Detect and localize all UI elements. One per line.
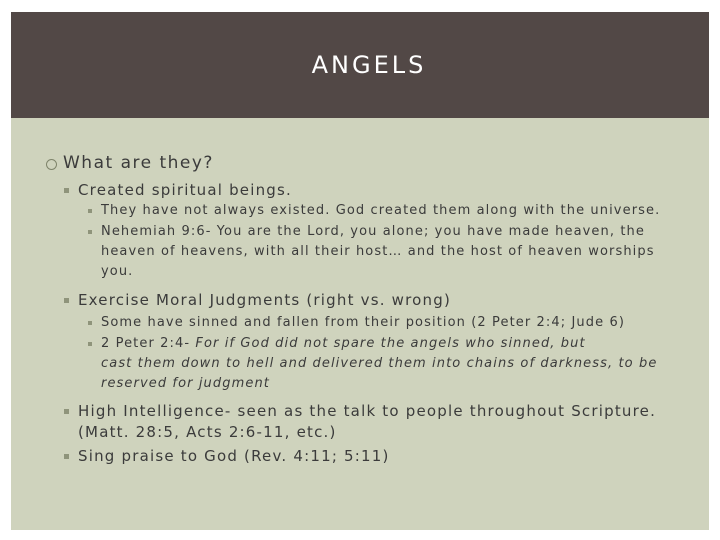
point-1-sub-2-end: you.	[101, 264, 134, 279]
square-bullet-icon	[64, 188, 69, 193]
point-1-sub-2-cont: heaven of heavens, with all their host… and the host of heaven worships	[101, 244, 655, 259]
square-bullet-icon	[64, 298, 69, 303]
circle-bullet-icon	[46, 159, 57, 170]
point-3-text-cont: (Matt. 28:5, Acts 2:6-11, etc.)	[78, 423, 337, 441]
slide	[11, 12, 709, 530]
square-bullet-icon	[88, 342, 92, 346]
square-bullet-icon	[88, 230, 92, 234]
verse-reference: 2 Peter 2:4-	[101, 336, 191, 351]
point-1-sub-2: Nehemiah 9:6- You are the Lord, you alone; you have made heaven, the	[101, 224, 645, 239]
point-2-sub-1: Some have sinned and fallen from their position (2 Peter 2:4; Jude 6)	[101, 315, 625, 330]
point-2-sub-2-end: reserved for judgment	[101, 376, 270, 391]
point-4-text: Sing praise to God (Rev. 4:11; 5:11)	[78, 447, 390, 465]
square-bullet-icon	[64, 409, 69, 414]
point-2-text: Exercise Moral Judgments (right vs. wrong)	[78, 291, 452, 309]
point-1-sub-1: They have not always existed. God created them along with the universe.	[101, 203, 661, 218]
slide-title: ANGELS	[311, 51, 427, 79]
point-3-text: High Intelligence- seen as the talk to people throughout Scripture.	[78, 402, 657, 420]
square-bullet-icon	[64, 454, 69, 459]
point-1-text: Created spiritual beings.	[78, 181, 293, 199]
verse-quote: For if God did not spare the angels who sinned, but	[195, 336, 586, 351]
square-bullet-icon	[88, 321, 92, 325]
question-text: What are they?	[63, 153, 214, 173]
square-bullet-icon	[88, 209, 92, 213]
point-2-sub-2-cont: cast them down to hell and delivered them into chains of darkness, to be	[101, 356, 658, 371]
title-bar	[11, 12, 709, 118]
point-2-sub-2	[101, 336, 586, 351]
